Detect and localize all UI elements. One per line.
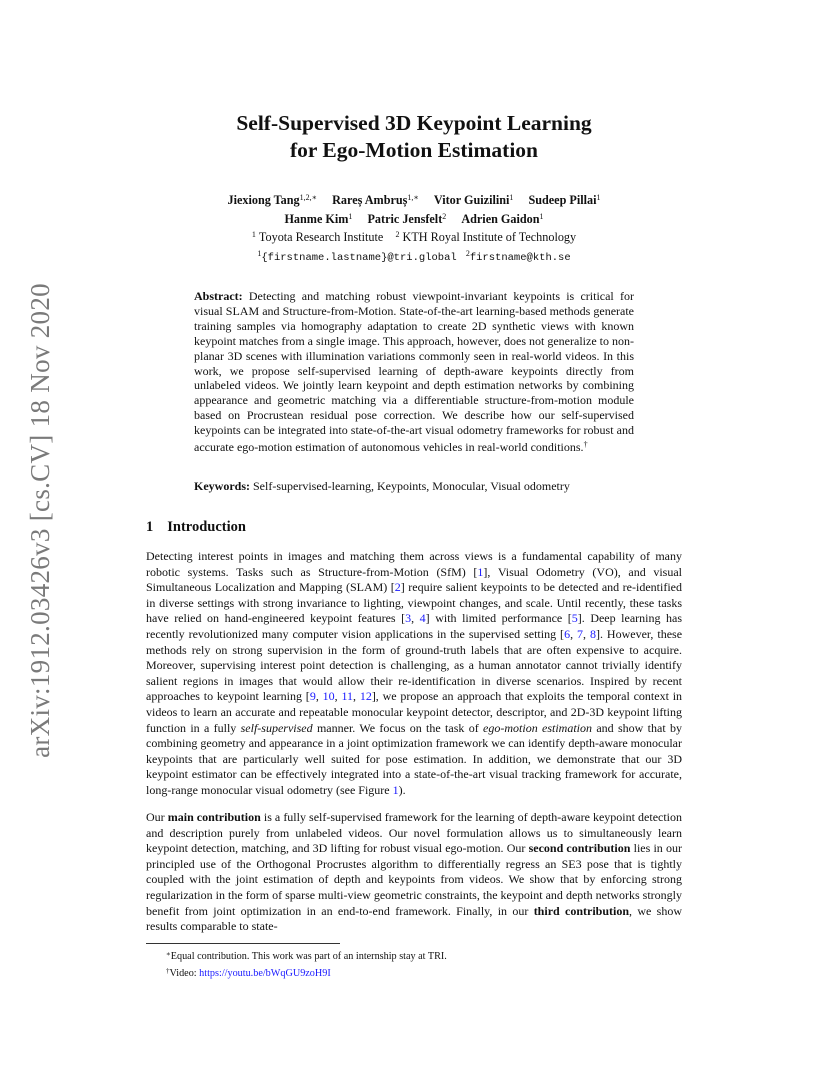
citation-link[interactable]: 1: [477, 564, 484, 579]
citation-link[interactable]: 12: [359, 689, 372, 704]
intro-paragraph-2: Our main contribution is a fully self-supervised framework for the learning of depth-aware keypoint detection and description purely from unlabeled videos. Our novel formulation allows us to simultaneously learn keypoint detection, matching, and 3D lifting for robust visual ego-motion. Our second contribution lies in our principled use of the Orthogonal Procrustes algorithm to differentially regress an SE3 pose that is tightly coupled with the joint estimation of depth and keypoints from videos. We show that by enforcing strong regularization in the form of sparse multi-view geometric constraints, the keypoint and depth networks strongly benefit from joint optimization in an end-to-end framework. Finally, in our third contribution, we show results comparable to state-: [146, 810, 683, 934]
keywords-text: Self-supervised-learning, Keypoints, Monocular, Visual odometry: [253, 479, 570, 493]
author-line-1: [146, 190, 682, 209]
abstract-text: Detecting and matching robust viewpoint-invariant keypoints is critical for visual SLAM and Structure-from-Motion. State-of-the-art learning-based methods generate training samples via homography adaptation to create 2D synthetic views with known keypoint matches from a single image. This approach, however, does not generalize to non-planar 3D scenes with illumination variations commonly seen in real-world videos. In this work, we propose self-supervised learning of depth-aware keypoints directly from unlabeled videos. We jointly learn keypoint and depth estimation networks by combining appearance and geometric matching via a differentiable structure-from-motion module based on Procrustean residual pose correction. We describe how our self-supervised keypoints can be integrated into state-of-the-art visual odometry frameworks for robust and accurate ego-motion estimation of autonomous vehicles in real-world conditions.: [194, 289, 634, 455]
author: Patric Jensfelt$^2$: [367, 211, 447, 226]
author: Rareș Ambruș$^{1,∗}$: [332, 193, 419, 207]
author: Sudeep Pillai$^1$: [528, 193, 601, 207]
footnote-divider: [146, 943, 340, 944]
keywords: [194, 479, 634, 494]
author-line-2: [146, 209, 682, 228]
citation-link[interactable]: 10: [322, 689, 335, 704]
citation-link[interactable]: 3: [405, 611, 412, 626]
title-line-2: for Ego-Motion Estimation: [289, 138, 539, 162]
keywords-label: Keywords:: [194, 479, 250, 493]
citation-link[interactable]: 5: [571, 611, 578, 626]
arxiv-id-text: arXiv:1912.03426v3 [cs.CV] 18 Nov 2020: [24, 282, 55, 758]
title-line-1: Self-Supervised 3D Keypoint Learning: [236, 111, 592, 135]
citation-link[interactable]: 7: [577, 626, 584, 641]
video-link[interactable]: https://youtu.be/bWqGU9zoH9I: [199, 968, 331, 979]
author: Jiexiong Tang$^{1,2,∗}$: [227, 193, 318, 207]
abstract-label: Abstract:: [194, 289, 243, 303]
author: Adrien Gaidon$^1$: [461, 211, 544, 226]
footnotes: [166, 947, 666, 981]
author-emails: $^1${firstname.lastname}@tri.global $^2$firstname@kth.se: [257, 248, 571, 264]
abstract: Abstract: Detecting and matching robust viewpoint-invariant keypoints is critical for visual SLAM and Structure-from-Motion. State-of-the-art learning-based methods generate training samples via homography adaptation to create 2D synthetic views with known keypoint matches from a single image. This approach, however, does not generalize to non-planar 3D scenes with illumination variations commonly seen in real-world videos. In this work, we propose self-supervised learning of depth-aware keypoints directly from unlabeled videos. We jointly learn keypoint and depth estimation networks by combining appearance and geometric matching via a differentiable structure-from-motion module based on Procrustean residual pose correction. We describe how our self-supervised keypoints can be integrated into state-of-the-art visual odometry frameworks for robust and accurate ego-motion estimation of autonomous vehicles in real-world conditions.†: [194, 289, 634, 455]
citation-link[interactable]: 2: [394, 580, 401, 595]
figure-link[interactable]: 1: [392, 782, 399, 797]
citation-link[interactable]: 8: [589, 626, 596, 641]
paper-title: [146, 110, 682, 164]
author: Vitor Guizilini$^1$: [433, 193, 514, 207]
section-heading-introduction: 1 Introduction: [146, 519, 246, 535]
affiliations: $^1$ Toyota Research Institute $^2$ KTH Royal Institute of Technology: [251, 230, 577, 244]
footnote-video: †Video: https://youtu.be/bWqGU9zoH9I: [166, 967, 331, 979]
author: Hanme Kim$^1$: [284, 211, 353, 226]
citation-link[interactable]: 11: [341, 689, 353, 704]
citation-link[interactable]: 4: [419, 611, 426, 626]
arxiv-identifier-stamp: [22, 280, 58, 760]
citation-link[interactable]: 6: [564, 626, 571, 641]
author-block: [146, 190, 682, 266]
intro-paragraph-1: Detecting interest points in images and matching them across views is a fundamental capability of many robotic systems. Tasks such as Structure-from-Motion (SfM) [1], Visual Odometry (VO), and visual Simultaneous Localization and Mapping (SLAM) [2] require salient keypoints to be detected and re-identified in diverse settings with strong invariance to lighting, viewpoint changes, and scale. Until recently, these tasks have relied on hand-engineered keypoint features [3, 4] with limited performance [5]. Deep learning has recently revolutionized many computer vision applications in the supervised setting [6, 7, 8]. However, these methods rely on strong supervision in the form of ground-truth labels that are often expensive to acquire. Moreover, supervising interest point detection is challenging, as a human annotator cannot trivially identify salient regions in images that would allow their re-identification in diverse scenarios. Inspired by recent approaches to keypoint learning [9, 10, 11, 12], we propose an approach that exploits the temporal context in videos to learn an accurate and repeatable monocular keypoint detector, descriptor, and 2D-3D keypoint lifting function in a fully self-supervised manner. We focus on the task of ego-motion estimation and show that by combining geometry and appearance in a joint optimization framework we can identify depth-aware monocular keypoints that are particularly well suited for pose estimation. In addition, we demonstrate that our 3D keypoint estimator can be effectively integrated into a state-of-the-art visual tracking framework for accurate, long-range monocular visual odometry (see Figure 1).: [146, 549, 683, 797]
citation-link[interactable]: 9: [309, 689, 316, 704]
footnote-equal-contribution: ∗Equal contribution. This work was part of an internship stay at TRI.: [166, 950, 447, 962]
